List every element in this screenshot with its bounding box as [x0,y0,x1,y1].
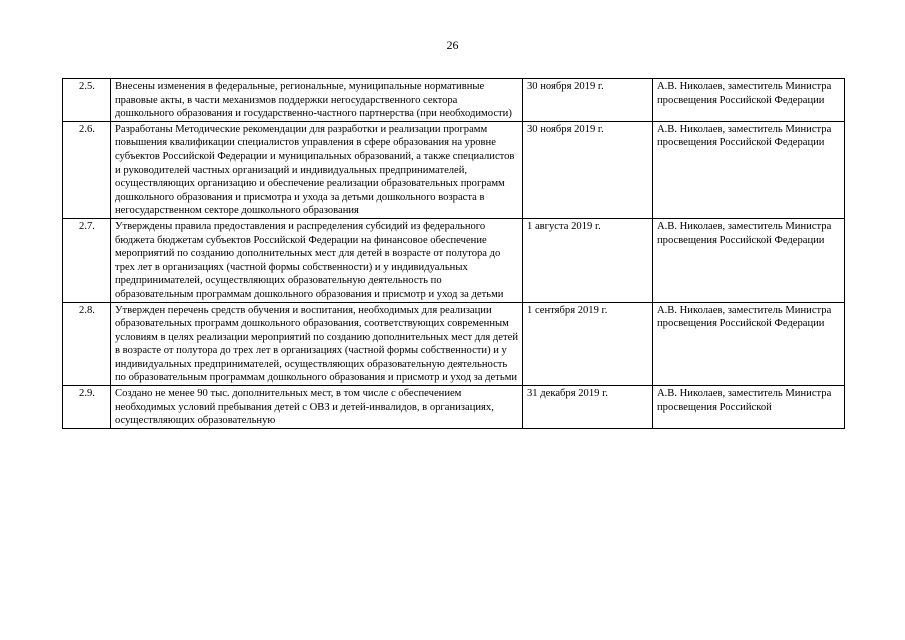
row-responsible: А.В. Николаев, заместитель Министра просвещения Российской Федерации [653,121,845,218]
row-responsible: А.В. Николаев, заместитель Министра просвещения Российской [653,386,845,429]
table-row [63,302,845,386]
table-row [63,121,845,218]
table-row [63,386,845,429]
row-number: 2.9. [63,386,111,429]
row-description: Разработаны Методические рекомендации для разработки и реализации программ повышения квалификации специалистов управления в сфере образования на уровне субъектов Российской Федерации и муниципальных образований, а также специалистов и руководителей частных организаций и индивидуальных предпринимателей, осуществляющих организацию и обеспечение реализации образовательных программ дошкольного образования и присмотра и ухода за детьми дошкольного возраста в негосударственном секторе дошкольного образования [111,121,523,218]
row-deadline: 1 сентября 2019 г. [523,302,653,386]
row-deadline: 30 ноября 2019 г. [523,79,653,122]
activity-plan-table [62,78,845,429]
row-responsible: А.В. Николаев, заместитель Министра просвещения Российской Федерации [653,218,845,302]
row-number: 2.6. [63,121,111,218]
table-row [63,79,845,122]
row-number: 2.8. [63,302,111,386]
table-row [63,218,845,302]
row-responsible: А.В. Николаев, заместитель Министра просвещения Российской Федерации [653,302,845,386]
row-number: 2.5. [63,79,111,122]
row-deadline: 31 декабря 2019 г. [523,386,653,429]
row-description: Утвержден перечень средств обучения и воспитания, необходимых для реализации образовательных программ дошкольного образования, соответствующих современным условиям в целях реализации мероприятий по созданию дополнительных мест для детей в возрасте от полутора до трех лет в организациях (частной формы собственности) и у индивидуальных предпринимателей, осуществляющих образовательную деятельность по образовательным программам дошкольного образования и присмотр и уход за детьми [111,302,523,386]
row-number: 2.7. [63,218,111,302]
row-description: Утверждены правила предоставления и распределения субсидий из федерального бюджета бюджетам субъектов Российской Федерации на финансовое обеспечение мероприятий по созданию дополнительных мест для детей в возрасте от полутора до трех лет в организациях (частной формы собственности) и у индивидуальных предпринимателей, осуществляющих образовательную деятельность по образовательным программам дошкольного образования и присмотр и уход за детьми [111,218,523,302]
row-responsible: А.В. Николаев, заместитель Министра просвещения Российской Федерации [653,79,845,122]
row-description: Создано не менее 90 тыс. дополнительных мест, в том числе с обеспечением необходимых условий пребывания детей с ОВЗ и детей-инвалидов, в организациях, осуществляющих образовательную [111,386,523,429]
page-number: 26 [446,38,459,52]
row-deadline: 1 августа 2019 г. [523,218,653,302]
row-description: Внесены изменения в федеральные, региональные, муниципальные нормативные правовые акты, в части механизмов поддержки негосударственного сектора дошкольного образования и государственно-частного партнерства (при необходимости) [111,79,523,122]
row-deadline: 30 ноября 2019 г. [523,121,653,218]
